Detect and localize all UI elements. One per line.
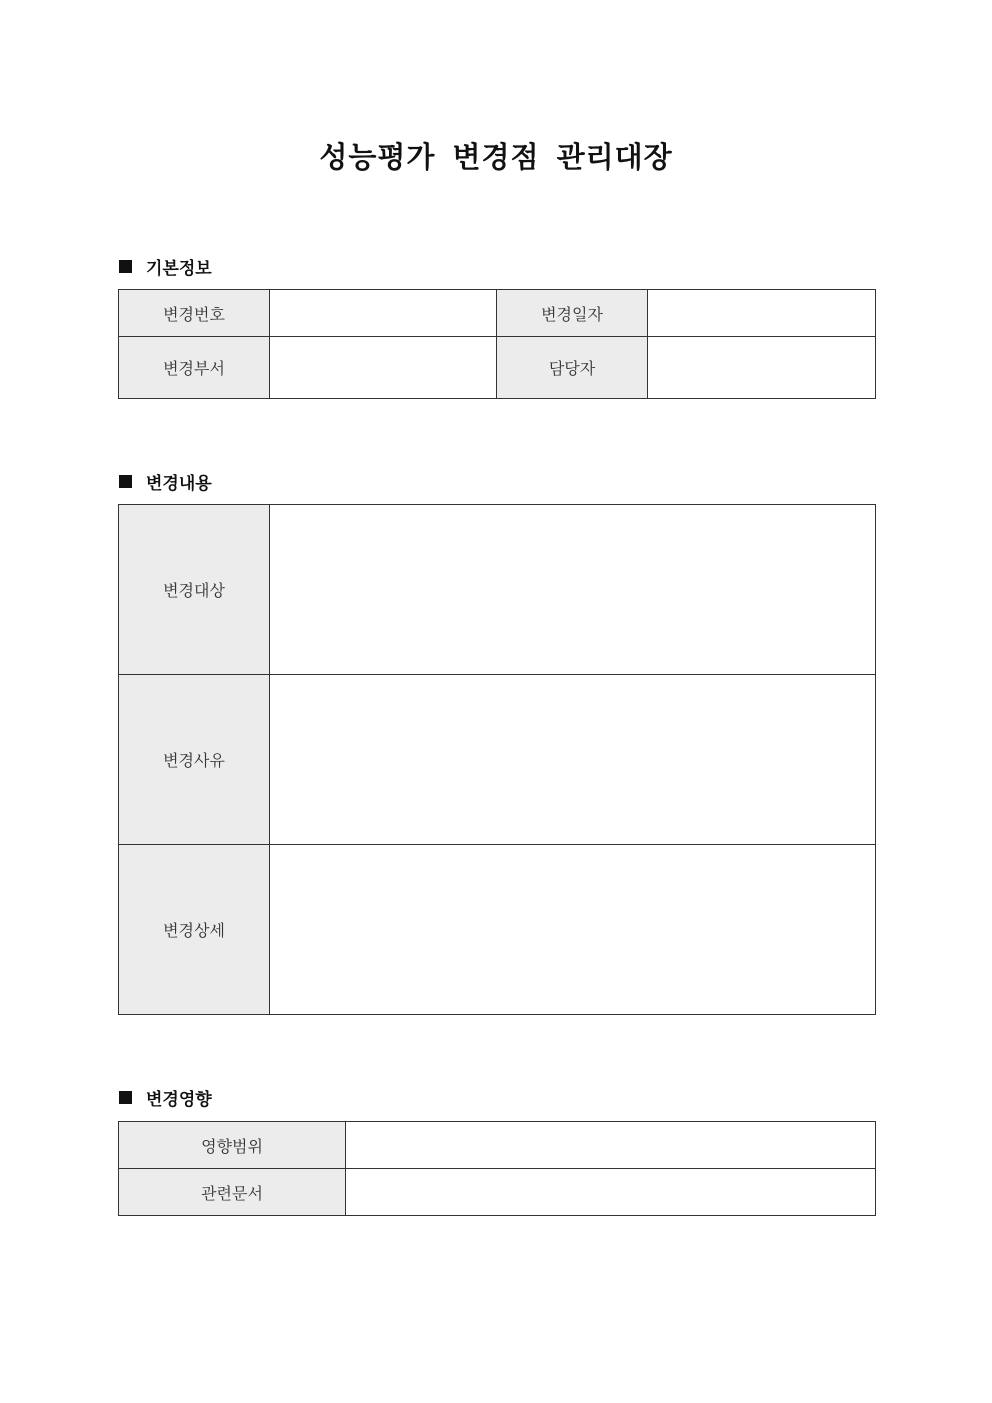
related-documents-field[interactable] — [346, 1169, 876, 1216]
square-bullet-icon — [119, 260, 132, 273]
section-title: 변경내용 — [146, 474, 212, 494]
section-heading-change-impact — [119, 1085, 212, 1110]
change-number-field[interactable] — [270, 290, 497, 337]
basic-info-table — [118, 289, 876, 399]
section-title: 기본정보 — [146, 259, 212, 279]
table-row — [119, 845, 876, 1015]
square-bullet-icon — [119, 1091, 132, 1104]
change-department-field[interactable] — [270, 337, 497, 399]
table-row — [119, 675, 876, 845]
table-row — [119, 505, 876, 675]
section-heading-basic-info — [119, 254, 212, 279]
person-in-charge-field[interactable] — [648, 337, 876, 399]
change-impact-table — [118, 1121, 876, 1216]
section-heading-change-content — [119, 469, 212, 494]
change-detail-field[interactable] — [270, 845, 876, 1015]
change-date-field[interactable] — [648, 290, 876, 337]
impact-scope-label: 영향범위 — [119, 1122, 346, 1169]
page-title: 성능평가 변경점 관리대장 — [319, 140, 673, 174]
related-documents-label: 관련문서 — [119, 1169, 346, 1216]
change-number-label: 변경번호 — [119, 290, 270, 337]
person-in-charge-label: 담당자 — [497, 337, 648, 399]
table-row — [119, 337, 876, 399]
change-date-label: 변경일자 — [497, 290, 648, 337]
table-row — [119, 290, 876, 337]
table-row — [119, 1122, 876, 1169]
change-detail-label: 변경상세 — [119, 845, 270, 1015]
change-reason-label: 변경사유 — [119, 675, 270, 845]
change-department-label: 변경부서 — [119, 337, 270, 399]
change-target-field[interactable] — [270, 505, 876, 675]
change-content-table — [118, 504, 876, 1015]
change-target-label: 변경대상 — [119, 505, 270, 675]
table-row — [119, 1169, 876, 1216]
square-bullet-icon — [119, 475, 132, 488]
change-reason-field[interactable] — [270, 675, 876, 845]
section-title: 변경영향 — [146, 1090, 212, 1110]
impact-scope-field[interactable] — [346, 1122, 876, 1169]
